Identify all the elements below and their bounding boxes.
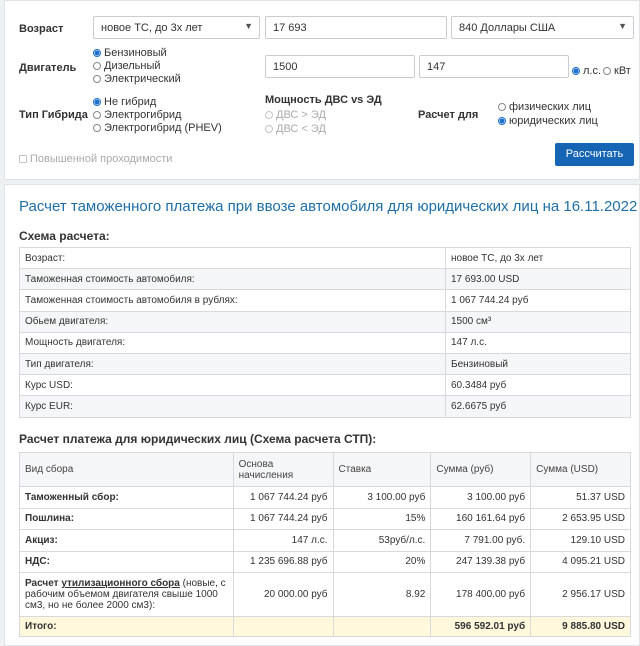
hybrid-option-hev[interactable]: Электрогибрид xyxy=(93,109,181,121)
hybrid-option-phev[interactable]: Электрогибрид (PHEV) xyxy=(93,122,222,134)
radio-icon xyxy=(93,124,101,132)
currency-select-value: 840 Доллары США xyxy=(459,22,556,34)
table-header-row: Вид сбора Основа начисления Ставка Сумма (руб) Сумма (USD) xyxy=(20,453,631,487)
ice-vs-em-label: Мощность ДВС vs ЭД xyxy=(265,94,382,106)
calc-for-individual[interactable]: физических лиц xyxy=(498,101,591,113)
engine-option-electric[interactable]: Электрический xyxy=(93,73,181,85)
age-label: Возраст xyxy=(19,23,64,35)
radio-icon xyxy=(93,62,101,70)
table-row: Тип двигателя: Бензиновый xyxy=(20,353,631,374)
total-row: Итого: 596 592.01 руб 9 885.80 USD xyxy=(20,617,631,637)
table-row: Таможенная стоимость автомобиля: 17 693.00 USD xyxy=(20,269,631,290)
currency-select[interactable] xyxy=(451,16,634,39)
radio-icon xyxy=(265,125,273,133)
age-select[interactable] xyxy=(93,16,260,39)
table-row: Курс EUR: 62.6675 руб xyxy=(20,396,631,417)
ice-vs-em-option-ice[interactable]: ДВС > ЭД xyxy=(265,109,326,121)
radio-icon xyxy=(93,75,101,83)
radio-icon xyxy=(603,67,611,75)
engine-option-petrol[interactable]: Бензиновый xyxy=(93,47,167,59)
engine-volume-input[interactable]: 1500 xyxy=(265,55,415,78)
payment-heading: Расчет платежа для юридических лиц (Схема расчета СТП): xyxy=(19,432,377,446)
checkbox-icon xyxy=(19,155,27,163)
radio-icon xyxy=(498,103,506,111)
unit-option-kw[interactable]: кВт xyxy=(603,65,631,77)
table-row: Таможенный сбор: 1 067 744.24 руб 3 100.00 руб 3 100.00 руб 51.37 USD xyxy=(20,487,631,509)
age-select-value: новое ТС, до 3х лет xyxy=(101,22,203,34)
table-row: Таможенная стоимость автомобиля в рублях: 1 067 744.24 руб xyxy=(20,290,631,311)
hybrid-label: Тип Гибрида xyxy=(19,109,88,121)
table-row: Пошлина: 1 067 744.24 руб 15% 160 161.64 руб 2 653.95 USD xyxy=(20,508,631,530)
calc-for-label: Расчет для xyxy=(418,109,479,121)
engine-option-diesel[interactable]: Дизельный xyxy=(93,60,161,72)
table-row: Возраст: новое ТС, до 3х лет xyxy=(20,248,631,269)
unit-option-hp[interactable]: л.с. xyxy=(572,65,601,77)
util-fee-cell: Расчет утилизационного сбора (новые, с рабочим объемом двигателя свыше 1000 см3, но не более 2000 см3): xyxy=(20,573,234,617)
radio-icon xyxy=(93,98,101,106)
radio-icon xyxy=(93,111,101,119)
engine-power-input[interactable]: 147 xyxy=(419,55,569,78)
table-row: Акциз: 147 л.с. 53руб/л.с. 7 791.00 руб. 129.10 USD xyxy=(20,530,631,552)
radio-icon xyxy=(498,117,506,125)
offroad-checkbox[interactable]: Повышенной проходимости xyxy=(19,153,172,165)
engine-label: Двигатель xyxy=(19,62,77,74)
calculator-form xyxy=(4,0,640,180)
table-row: НДС: 1 235 696.88 руб 20% 247 139.38 руб 4 095.21 USD xyxy=(20,551,631,573)
result-panel xyxy=(4,184,640,646)
calculate-button[interactable]: Рассчитать xyxy=(555,143,634,166)
radio-icon xyxy=(93,49,101,57)
scheme-heading: Схема расчета: xyxy=(19,229,110,243)
chevron-down-icon: ▼ xyxy=(244,21,253,31)
ice-vs-em-option-em[interactable]: ДВС < ЭД xyxy=(265,123,326,135)
result-title: Расчет таможенного платежа при ввозе автомобиля для юридических лиц на 16.11.2022 xyxy=(19,198,638,215)
calc-for-legal[interactable]: юридических лиц xyxy=(498,115,598,127)
price-input[interactable]: 17 693 xyxy=(265,16,447,39)
table-row: Расчет утилизационного сбора (новые, с рабочим объемом двигателя свыше 1000 см3, но не более 2000 см3): 20 000.00 руб 8.92 178 400.00 руб 2 956.17 USD xyxy=(20,573,631,617)
chevron-down-icon: ▼ xyxy=(618,21,627,31)
table-row: Мощность двигателя: 147 л.с. xyxy=(20,332,631,353)
payment-table xyxy=(19,452,631,637)
scheme-table xyxy=(19,247,631,418)
table-row: Курс USD: 60.3484 руб xyxy=(20,375,631,396)
radio-icon xyxy=(265,111,273,119)
hybrid-option-none[interactable]: Не гибрид xyxy=(93,96,156,108)
radio-icon xyxy=(572,67,580,75)
util-fee-link[interactable]: утилизационного сбора xyxy=(61,578,180,589)
table-row: Обьем двигателя: 1500 см³ xyxy=(20,311,631,332)
